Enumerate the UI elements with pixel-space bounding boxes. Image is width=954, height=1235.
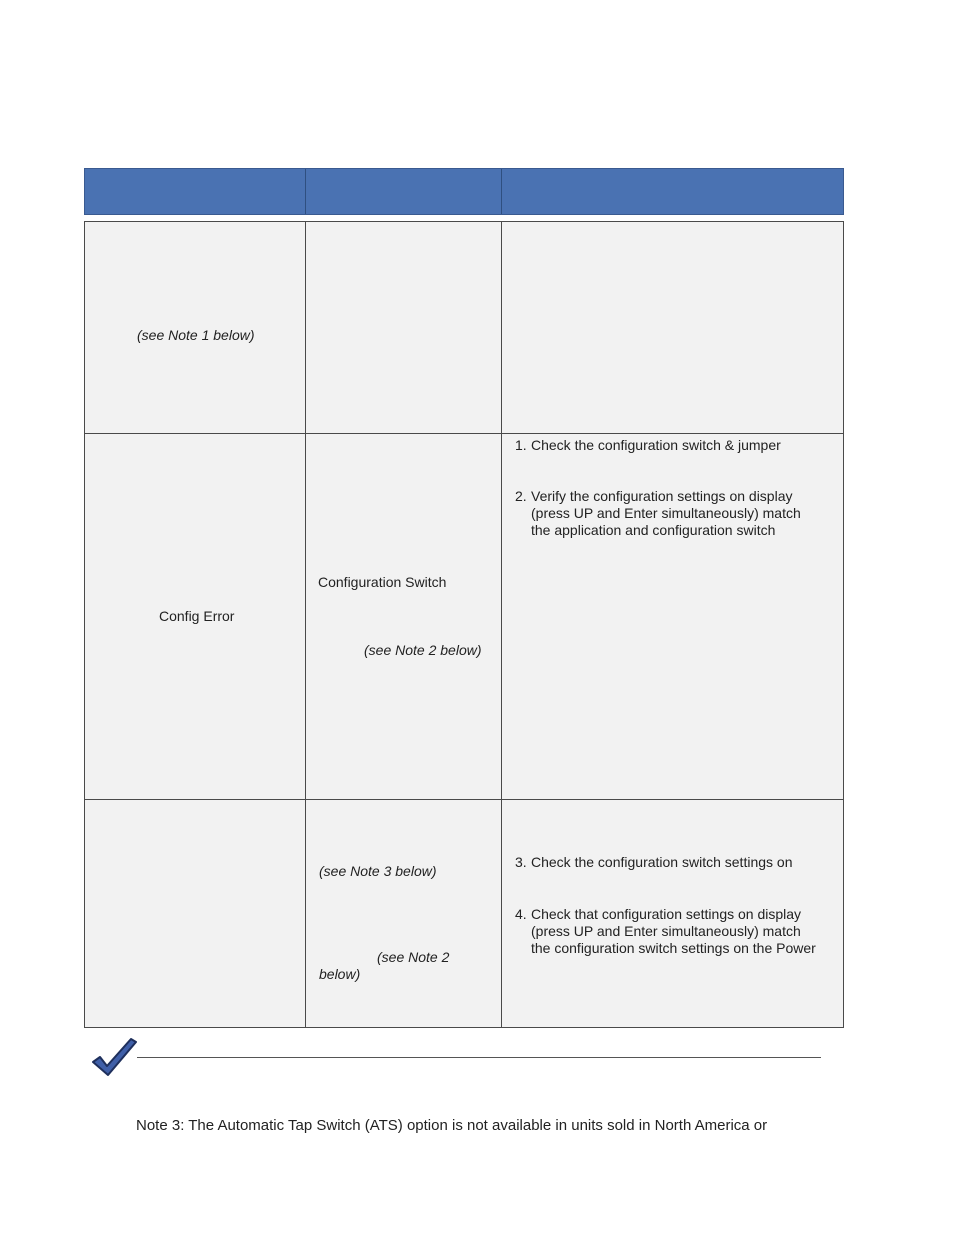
table-row	[84, 221, 844, 434]
row3-col2-note-b: (see Note 2	[377, 949, 450, 965]
row1-col1-note: (see Note 1 below)	[137, 327, 255, 343]
checkmark-icon	[90, 1036, 138, 1078]
column-divider	[501, 800, 502, 1027]
column-divider	[501, 434, 502, 799]
table-header	[84, 168, 844, 215]
row2-col1-label: Config Error	[159, 608, 235, 624]
table-row: (see Note 3 below) (see Note 2 below) 3. Check the configuration switch settings on 4. Check that configuration settings on display (press UP and Enter simultaneously) match the configuration switch settings on the Power	[84, 799, 844, 1028]
header-divider	[501, 169, 502, 214]
column-divider	[305, 434, 306, 799]
column-divider	[305, 222, 306, 433]
column-divider	[305, 800, 306, 1027]
table-row: Config Error Configuration Switch (see Note 2 below) 1. Check the configuration switch & jumper 2. Verify the configuration settings on display (press UP and Enter simultaneously) match the application and configuration switch	[84, 433, 844, 800]
row3-col2-note-b-cont: below)	[319, 966, 361, 982]
note-3-text: Note 3: The Automatic Tap Switch (ATS) option is not available in units sold in North America or	[136, 1117, 768, 1134]
header-divider	[305, 169, 306, 214]
row2-col2-label: Configuration Switch	[318, 574, 447, 590]
row2-col2-note: (see Note 2 below)	[364, 642, 482, 658]
row3-col2-note-a: (see Note 3 below)	[319, 863, 437, 879]
column-divider	[501, 222, 502, 433]
note-divider	[137, 1057, 821, 1058]
